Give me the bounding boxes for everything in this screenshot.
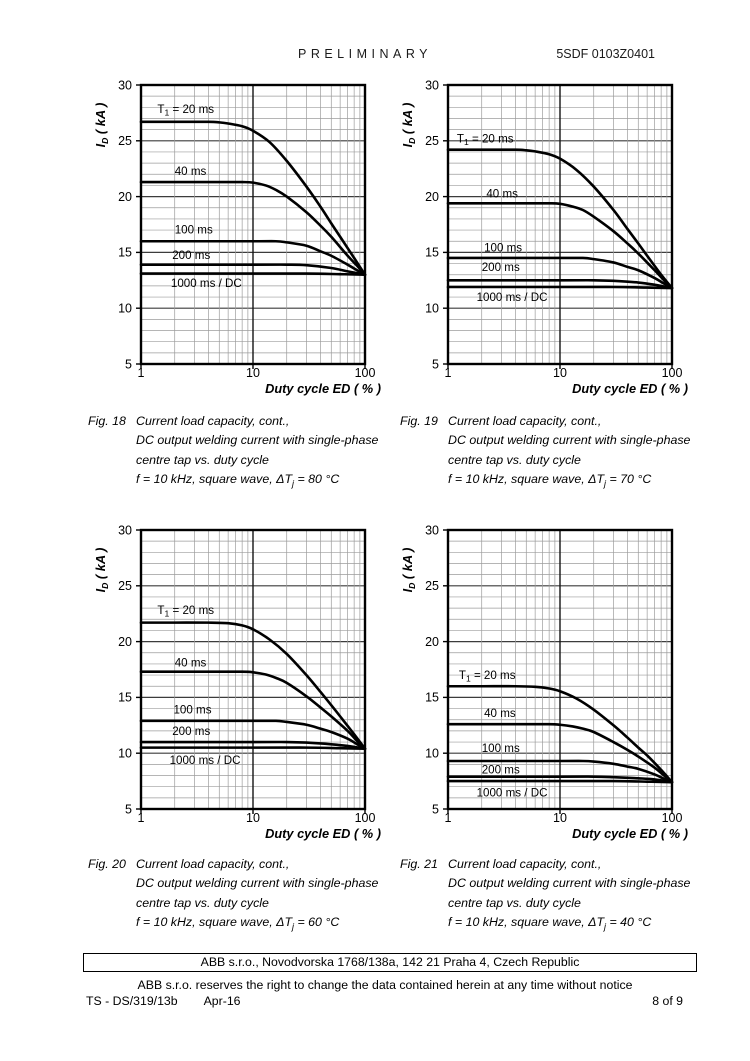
svg-text:10: 10 — [553, 811, 567, 825]
condition-value: = 70 °C — [606, 472, 652, 487]
svg-text:1000 ms / DC: 1000 ms / DC — [169, 753, 241, 767]
svg-text:10: 10 — [118, 746, 132, 761]
caption-condition — [136, 470, 410, 494]
figure-caption-21 — [400, 855, 722, 937]
svg-text:20: 20 — [425, 634, 439, 649]
svg-text:15: 15 — [425, 690, 439, 705]
svg-text:10: 10 — [246, 811, 260, 825]
svg-text:100: 100 — [354, 366, 376, 380]
svg-text:ID ( kA ): $I_D$ ( kA ) — [93, 547, 110, 593]
svg-text:1: 1 — [137, 366, 145, 380]
svg-text:10: 10 — [425, 746, 439, 761]
svg-text:10: 10 — [246, 366, 260, 380]
svg-text:200 ms: 200 ms — [172, 249, 211, 263]
figure-number: Fig. 19 — [400, 414, 438, 428]
caption-line: centre tap vs. duty cycle — [448, 452, 581, 467]
svg-text:100: 100 — [661, 811, 683, 825]
svg-text:25: 25 — [118, 579, 132, 594]
svg-text:20: 20 — [425, 189, 439, 204]
condition-subscript: j — [292, 921, 295, 932]
preliminary-watermark: PRELIMINARY — [297, 47, 432, 61]
condition-subscript: j — [292, 478, 295, 489]
svg-text:10: 10 — [425, 301, 439, 316]
svg-text:20: 20 — [118, 634, 132, 649]
svg-text:1000 ms / DC: 1000 ms / DC — [476, 291, 548, 305]
condition-text: f = 10 kHz, square wave, ΔT — [448, 915, 605, 930]
svg-text:15: 15 — [425, 245, 439, 260]
footer-document-row — [86, 994, 683, 1008]
caption-line: Current load capacity, cont., — [136, 414, 290, 428]
svg-text:1: 1 — [137, 811, 145, 825]
svg-text:40 ms: 40 ms — [484, 707, 516, 721]
svg-text:1000 ms / DC: 1000 ms / DC — [476, 786, 548, 800]
svg-text:ID ( kA ): $I_D$ ( kA ) — [400, 547, 417, 593]
figure-number: Fig. 20 — [88, 857, 126, 871]
svg-text:15: 15 — [118, 245, 132, 260]
figure-caption-18 — [88, 412, 410, 494]
caption-line: DC output welding current with single-phase — [136, 433, 379, 448]
condition-subscript: j — [604, 478, 607, 489]
svg-text:100 ms: 100 ms — [484, 241, 523, 255]
caption-line: Current load capacity, cont., — [448, 857, 602, 871]
svg-text:1: 1 — [444, 811, 452, 825]
svg-text:30: 30 — [425, 523, 439, 538]
svg-text:ID ( kA ): $I_D$ ( kA ) — [400, 102, 417, 148]
company-address-box: ABB s.r.o., Novodvorska 1768/138a, 142 21 Praha 4, Czech Republic — [83, 953, 697, 972]
caption-condition — [136, 913, 410, 937]
caption-line: DC output welding current with single-phase — [448, 876, 691, 891]
chart-fig-21 — [392, 520, 702, 846]
svg-text:T1 = 20 ms: $T_1 = 20$ ms — [458, 669, 516, 684]
svg-text:Duty cycle ED ( % ): Duty cycle ED ( % ) — [572, 381, 688, 396]
svg-text:10: 10 — [553, 366, 567, 380]
caption-line: Current load capacity, cont., — [136, 857, 290, 871]
svg-text:T1 = 20 ms: $T_1 = 20$ ms — [157, 603, 215, 619]
svg-text:40 ms: 40 ms — [174, 656, 207, 670]
svg-text:30: 30 — [425, 78, 439, 93]
svg-text:10: 10 — [118, 301, 132, 316]
svg-text:30: 30 — [118, 523, 132, 538]
svg-text:40 ms: 40 ms — [174, 164, 207, 178]
svg-text:200 ms: 200 ms — [172, 724, 211, 738]
figure-caption-19 — [400, 412, 722, 494]
figure-caption-20 — [88, 855, 410, 937]
figure-number: Fig. 18 — [88, 414, 126, 428]
caption-condition — [448, 913, 722, 937]
svg-text:1000 ms / DC: 1000 ms / DC — [170, 277, 242, 291]
figure-number: Fig. 21 — [400, 857, 438, 871]
svg-text:5: 5 — [125, 802, 132, 817]
svg-text:20: 20 — [118, 189, 132, 204]
condition-subscript: j — [604, 921, 607, 932]
chart-fig-20 — [85, 520, 395, 846]
svg-text:25: 25 — [425, 134, 439, 149]
svg-text:T1 = 20 ms: $T_1 = 20$ ms — [157, 102, 215, 118]
svg-text:100 ms: 100 ms — [173, 703, 212, 717]
page-number: 8 of 9 — [652, 994, 683, 1008]
condition-value: = 60 °C — [294, 915, 340, 930]
footer-disclaimer: ABB s.r.o. reserves the right to change the data contained herein at any time without notice — [137, 978, 633, 992]
document-number: 5SDF 0103Z0401 — [556, 47, 655, 61]
caption-condition — [448, 470, 722, 494]
svg-text:ID ( kA ): $I_D$ ( kA ) — [93, 102, 110, 148]
svg-text:5: 5 — [432, 357, 439, 372]
document-reference: TS - DS/319/13b — [86, 994, 178, 1008]
svg-text:Duty cycle ED ( % ): Duty cycle ED ( % ) — [265, 381, 381, 396]
svg-text:15: 15 — [118, 690, 132, 705]
svg-text:5: 5 — [125, 357, 132, 372]
svg-text:Duty cycle ED ( % ): Duty cycle ED ( % ) — [572, 826, 688, 841]
svg-text:100 ms: 100 ms — [174, 223, 213, 237]
caption-line: centre tap vs. duty cycle — [136, 895, 269, 910]
svg-text:30: 30 — [118, 78, 132, 93]
chart-fig-18 — [85, 75, 395, 401]
svg-text:100 ms: 100 ms — [481, 742, 520, 756]
caption-line: DC output welding current with single-phase — [448, 433, 691, 448]
svg-text:5: 5 — [432, 802, 439, 817]
condition-text: f = 10 kHz, square wave, ΔT — [136, 472, 293, 487]
caption-line: Current load capacity, cont., — [448, 414, 602, 428]
condition-value: = 80 °C — [294, 472, 340, 487]
svg-text:40 ms: 40 ms — [486, 187, 518, 201]
svg-text:200 ms: 200 ms — [481, 260, 520, 274]
caption-line: centre tap vs. duty cycle — [136, 452, 269, 467]
svg-text:T1 = 20 ms: $T_1 = 20$ ms — [456, 132, 514, 148]
svg-text:100: 100 — [661, 366, 683, 380]
svg-text:100: 100 — [354, 811, 376, 825]
chart-fig-19 — [392, 75, 702, 401]
document-date: Apr-16 — [203, 994, 241, 1008]
caption-line: DC output welding current with single-phase — [136, 876, 379, 891]
condition-text: f = 10 kHz, square wave, ΔT — [136, 915, 293, 930]
condition-value: = 40 °C — [606, 915, 652, 930]
svg-text:1: 1 — [444, 366, 452, 380]
svg-text:25: 25 — [425, 579, 439, 594]
svg-text:200 ms: 200 ms — [481, 763, 520, 777]
svg-text:25: 25 — [118, 134, 132, 149]
caption-line: centre tap vs. duty cycle — [448, 895, 581, 910]
condition-text: f = 10 kHz, square wave, ΔT — [448, 472, 605, 487]
svg-text:Duty cycle ED ( % ): Duty cycle ED ( % ) — [265, 826, 381, 841]
